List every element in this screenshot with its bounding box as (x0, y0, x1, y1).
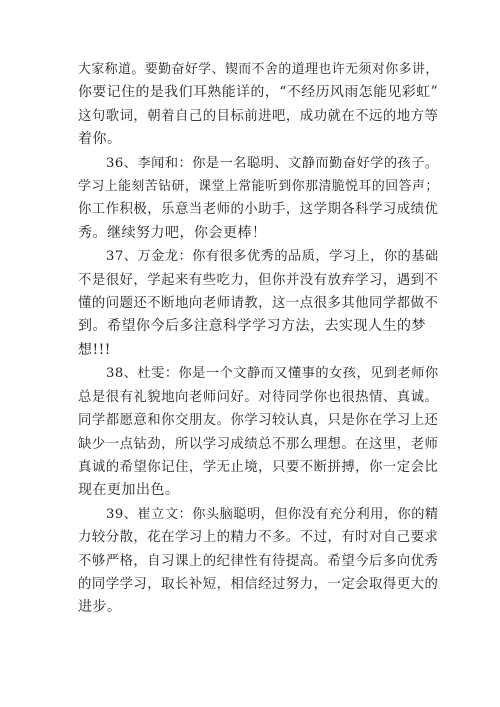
text-line: 现在更加出色。 (78, 482, 180, 499)
text-line: 学习上能刻苦钻研，课堂上常能听到你那清脆悦耳的回答声； (78, 179, 439, 195)
text-line: 同学都愿意和你交朋友。你学习较认真，只是你在学习上还 (78, 413, 439, 429)
text-line: 到。希望你今后多注意科学学习方法，去实现人生的梦 (78, 318, 426, 335)
paragraph-comment-37 (78, 245, 438, 362)
text-line: 这句歌词，朝着自己的目标前进吧，成功就在不远的地方等 (78, 108, 439, 124)
paragraph-intro-continuation (78, 58, 438, 152)
text-line: 39、崔立文：你头脑聪明，但你没有充分利用，你的精 (106, 506, 439, 522)
text-line: 不够严格，自习课上的纪律性有待提高。希望今后多向优秀 (78, 553, 439, 569)
text-line: 总是很有礼貌地向老师问好。对待同学你也很热情、真诚。 (78, 389, 439, 405)
text-line: 进步。 (78, 599, 122, 616)
text-line: 37、万金龙：你有很多优秀的品质，学习上，你的基础 (106, 249, 439, 265)
text-line: 大家称道。要勤奋好学、锲而不舍的道理也许无须对你多讲， (78, 62, 439, 77)
text-line: 36、李闻和：你是一名聪明、文静而勤奋好学的孩子。 (106, 155, 439, 171)
text-line: 懂的问题还不断地向老师请教，这一点很多其他同学都做不 (78, 296, 439, 312)
paragraph-comment-38 (78, 362, 438, 502)
text-line: 38、杜雯：你是一个文静而又懂事的女孩，见到老师你 (106, 366, 439, 382)
text-line: 秀。继续努力吧，你会更棒！ (78, 224, 267, 241)
document-body (78, 58, 438, 620)
text-line: 不是很好，学起来有些吃力，但你并没有放弃学习，遇到不 (78, 272, 439, 288)
text-line: 着你。 (78, 131, 122, 148)
text-line: 你工作积极，乐意当老师的小助手，这学期各科学习成绩优 (78, 202, 439, 218)
paragraph-comment-36 (78, 152, 438, 246)
text-line: 力较分散，花在学习上的精力不多。不过，有时对自己要求 (78, 530, 439, 546)
text-line: 缺少一点钻劲，所以学习成绩总不那么理想。在这里，老师 (78, 436, 439, 452)
text-line: 你要记住的是我们耳熟能详的，“不经历风雨怎能见彩虹” (78, 84, 439, 101)
text-line: 想!!! (78, 341, 111, 358)
paragraph-comment-39 (78, 503, 438, 620)
text-line: 真诚的希望你记住，学无止境，只要不断拼搏，你一定会比 (78, 459, 439, 475)
text-line: 的同学学习，取长补短，相信经过努力，一定会取得更大的 (78, 576, 439, 592)
